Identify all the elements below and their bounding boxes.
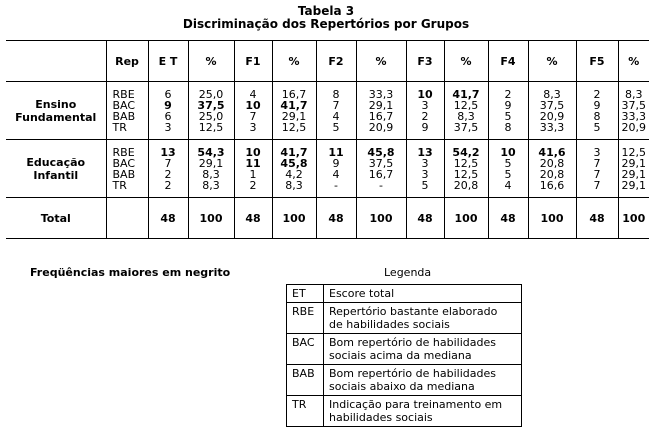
total-value: 48	[488, 198, 528, 239]
value-cell	[316, 140, 356, 198]
value-cell	[528, 140, 576, 198]
value-cell	[618, 82, 649, 140]
cell-value: 54,2	[452, 145, 480, 159]
cell-value: 10	[500, 145, 516, 159]
cell-value: 20,9	[621, 120, 646, 134]
cell-value: 4	[332, 109, 340, 123]
cell-value: 12,5	[198, 120, 224, 134]
value-cell	[576, 140, 618, 198]
cell-value: 2	[164, 167, 172, 181]
legend-description	[324, 285, 522, 303]
cell-value: 8,3	[202, 178, 220, 192]
cell-value: 1	[249, 167, 257, 181]
header-cell: F4	[488, 41, 528, 82]
rep-label: RBE	[112, 87, 135, 101]
legend-line: de habilidades sociais	[329, 318, 450, 331]
total-row	[6, 198, 649, 239]
legend-line: Bom repertório de habilidades	[329, 367, 496, 380]
rep-label: BAC	[112, 98, 136, 112]
group-label-line: Educação	[26, 155, 86, 169]
legend-key: BAC	[287, 334, 324, 365]
cell-value: 2	[164, 178, 172, 192]
rep-label: BAC	[112, 156, 136, 170]
cell-value: 3	[421, 167, 429, 181]
cell-value: 33,3	[621, 109, 646, 123]
cell-value: 20,9	[368, 120, 394, 134]
cell-value: 37,5	[539, 98, 565, 112]
cell-value: 37,5	[621, 98, 646, 112]
cell-value: 16,7	[281, 87, 307, 101]
cell-value: 3	[421, 156, 429, 170]
cell-value: 37,5	[453, 120, 479, 134]
header-cell: F2	[316, 41, 356, 82]
value-cell	[188, 140, 234, 198]
value-cell	[148, 82, 188, 140]
legend-key: ET	[287, 285, 324, 303]
cell-value: 8,3	[285, 178, 303, 192]
cell-value: 2	[504, 87, 512, 101]
header-cell: %	[618, 41, 649, 82]
cell-value: 10	[245, 145, 261, 159]
header-row	[6, 41, 649, 82]
cell-value: 37,5	[368, 156, 394, 170]
cell-value: 25,0	[198, 109, 224, 123]
legend-table	[286, 284, 522, 427]
cell-value: 33,3	[368, 87, 394, 101]
legend-line: Escore total	[329, 287, 395, 300]
header-cell: E T	[148, 41, 188, 82]
cell-value: 41,7	[452, 87, 480, 101]
total-value: 48	[148, 198, 188, 239]
cell-value: 12,5	[453, 167, 479, 181]
cell-value: 33,3	[539, 120, 565, 134]
cell-value: 8,3	[625, 87, 643, 101]
legend-key: TR	[287, 396, 324, 427]
value-cell	[356, 140, 406, 198]
legend-description	[324, 303, 522, 334]
cell-value: 20,8	[453, 178, 479, 192]
legend-line: Repertório bastante elaborado	[329, 305, 498, 318]
group-label-line: Fundamental	[15, 110, 97, 124]
cell-value: 9	[164, 98, 172, 112]
rep-label: TR	[112, 120, 127, 134]
cell-value: 4	[504, 178, 512, 192]
cell-value: 12,5	[281, 120, 307, 134]
cell-value: 7	[249, 109, 257, 123]
legend-line: Bom repertório de habilidades	[329, 336, 496, 349]
cell-value: 9	[593, 98, 601, 112]
cell-value: 4	[332, 167, 340, 181]
cell-value: 29,1	[621, 178, 646, 192]
value-cell	[188, 82, 234, 140]
cell-value: 29,1	[198, 156, 224, 170]
bold-note: Freqüências maiores em negrito	[30, 266, 231, 279]
rep-label: RBE	[112, 145, 135, 159]
cell-value: -	[379, 178, 383, 192]
cell-value: 12,5	[453, 156, 479, 170]
cell-value: 8,3	[457, 109, 475, 123]
legend-line: sociais abaixo da mediana	[329, 380, 475, 393]
header-cell: F1	[234, 41, 272, 82]
legend-description	[324, 396, 522, 427]
cell-value: 41,6	[538, 145, 566, 159]
legend-description	[324, 334, 522, 365]
cell-value: 3	[593, 145, 601, 159]
value-cell	[316, 82, 356, 140]
cell-value: 20,8	[539, 167, 565, 181]
cell-value: 16,6	[539, 178, 565, 192]
total-value: 100	[444, 198, 488, 239]
cell-value: 37,5	[197, 98, 225, 112]
cell-value: 20,9	[539, 109, 565, 123]
cell-value: 8	[504, 120, 512, 134]
value-cell	[234, 82, 272, 140]
cell-value: 5	[504, 109, 512, 123]
cell-value: 16,7	[368, 109, 394, 123]
cell-value: 5	[504, 167, 512, 181]
legend-row	[287, 396, 522, 427]
cell-value: 7	[593, 167, 601, 181]
cell-value: 41,7	[280, 98, 308, 112]
header-cell: %	[272, 41, 316, 82]
cell-value: 9	[421, 120, 429, 134]
cell-value: 29,1	[368, 98, 394, 112]
cell-value: 2	[593, 87, 601, 101]
cell-value: 11	[245, 156, 261, 170]
table-number: Tabela 3	[297, 4, 355, 18]
header-blank	[6, 41, 106, 82]
total-blank	[106, 198, 148, 239]
cell-value: 4,2	[285, 167, 303, 181]
value-cell	[488, 82, 528, 140]
total-value: 48	[576, 198, 618, 239]
total-value: 100	[528, 198, 576, 239]
total-label: Total	[6, 198, 106, 239]
cell-value: 12,5	[453, 98, 479, 112]
cell-value: 12,5	[621, 145, 646, 159]
cell-value: 45,8	[280, 156, 308, 170]
value-cell	[272, 140, 316, 198]
cell-value: 8	[593, 109, 601, 123]
header-cell: F5	[576, 41, 618, 82]
header-cell: %	[188, 41, 234, 82]
total-value: 100	[618, 198, 649, 239]
cell-value: 11	[328, 145, 344, 159]
cell-value: 13	[160, 145, 176, 159]
cell-value: 29,1	[621, 167, 646, 181]
cell-value: 25,0	[198, 87, 224, 101]
value-cell	[148, 140, 188, 198]
cell-value: 5	[504, 156, 512, 170]
cell-value: 6	[164, 109, 172, 123]
legend-row	[287, 365, 522, 396]
cell-value: 8,3	[543, 87, 561, 101]
legend-row	[287, 303, 522, 334]
value-cell	[488, 140, 528, 198]
cell-value: 3	[421, 98, 429, 112]
results-table	[6, 40, 649, 239]
cell-value: 20,8	[539, 156, 565, 170]
value-cell	[272, 82, 316, 140]
cell-value: 8,3	[202, 167, 220, 181]
cell-value: 6	[164, 87, 172, 101]
header-cell: F3	[406, 41, 444, 82]
cell-value: 3	[164, 120, 172, 134]
group-label	[6, 140, 106, 198]
cell-value: 5	[421, 178, 429, 192]
header-cell: %	[528, 41, 576, 82]
cell-value: 5	[332, 120, 340, 134]
cell-value: 9	[332, 156, 340, 170]
total-value: 100	[188, 198, 234, 239]
rep-cell	[106, 82, 148, 140]
total-value: 48	[234, 198, 272, 239]
cell-value: 54,3	[197, 145, 225, 159]
cell-value: 2	[421, 109, 429, 123]
rep-label: TR	[112, 178, 127, 192]
group-row-ensino-fundamental	[6, 82, 649, 140]
value-cell	[444, 82, 488, 140]
cell-value: 41,7	[280, 145, 308, 159]
cell-value: 16,7	[368, 167, 394, 181]
cell-value: 7	[593, 156, 601, 170]
legend-key: RBE	[287, 303, 324, 334]
total-value: 48	[406, 198, 444, 239]
value-cell	[406, 82, 444, 140]
cell-value: 9	[504, 98, 512, 112]
group-label-line: Ensino	[35, 97, 77, 111]
cell-value: 2	[249, 178, 257, 192]
value-cell	[444, 140, 488, 198]
legend-line: sociais acima da mediana	[329, 349, 472, 362]
total-value: 100	[356, 198, 406, 239]
value-cell	[618, 140, 649, 198]
group-label	[6, 82, 106, 140]
header-cell: Rep	[106, 41, 148, 82]
value-cell	[576, 82, 618, 140]
total-value: 100	[272, 198, 316, 239]
cell-value: 29,1	[281, 109, 307, 123]
cell-value: 10	[417, 87, 433, 101]
value-cell	[234, 140, 272, 198]
legend-line: habilidades sociais	[329, 411, 433, 424]
cell-value: 29,1	[621, 156, 646, 170]
cell-value: 3	[249, 120, 257, 134]
legend-description	[324, 365, 522, 396]
cell-value: 7	[332, 98, 340, 112]
cell-value: 7	[593, 178, 601, 192]
group-row-educacao-infantil	[6, 140, 649, 198]
value-cell	[406, 140, 444, 198]
cell-value: 45,8	[367, 145, 395, 159]
total-value: 48	[316, 198, 356, 239]
cell-value: 13	[417, 145, 433, 159]
cell-value: -	[334, 178, 338, 192]
table-title: Discriminação dos Repertórios por Grupos	[182, 17, 470, 31]
cell-value: 10	[245, 98, 261, 112]
legend-key: BAB	[287, 365, 324, 396]
rep-cell	[106, 140, 148, 198]
group-label-line: Infantil	[33, 168, 79, 182]
rep-label: BAB	[112, 167, 136, 181]
value-cell	[528, 82, 576, 140]
legend-line: Indicação para treinamento em	[329, 398, 503, 411]
value-cell	[356, 82, 406, 140]
legend-title: Legenda	[384, 266, 432, 279]
cell-value: 4	[249, 87, 257, 101]
header-cell: %	[444, 41, 488, 82]
cell-value: 7	[164, 156, 172, 170]
legend-row	[287, 334, 522, 365]
rep-label: BAB	[112, 109, 136, 123]
cell-value: 5	[593, 120, 601, 134]
legend-row	[287, 285, 522, 303]
header-cell: %	[356, 41, 406, 82]
cell-value: 8	[332, 87, 340, 101]
